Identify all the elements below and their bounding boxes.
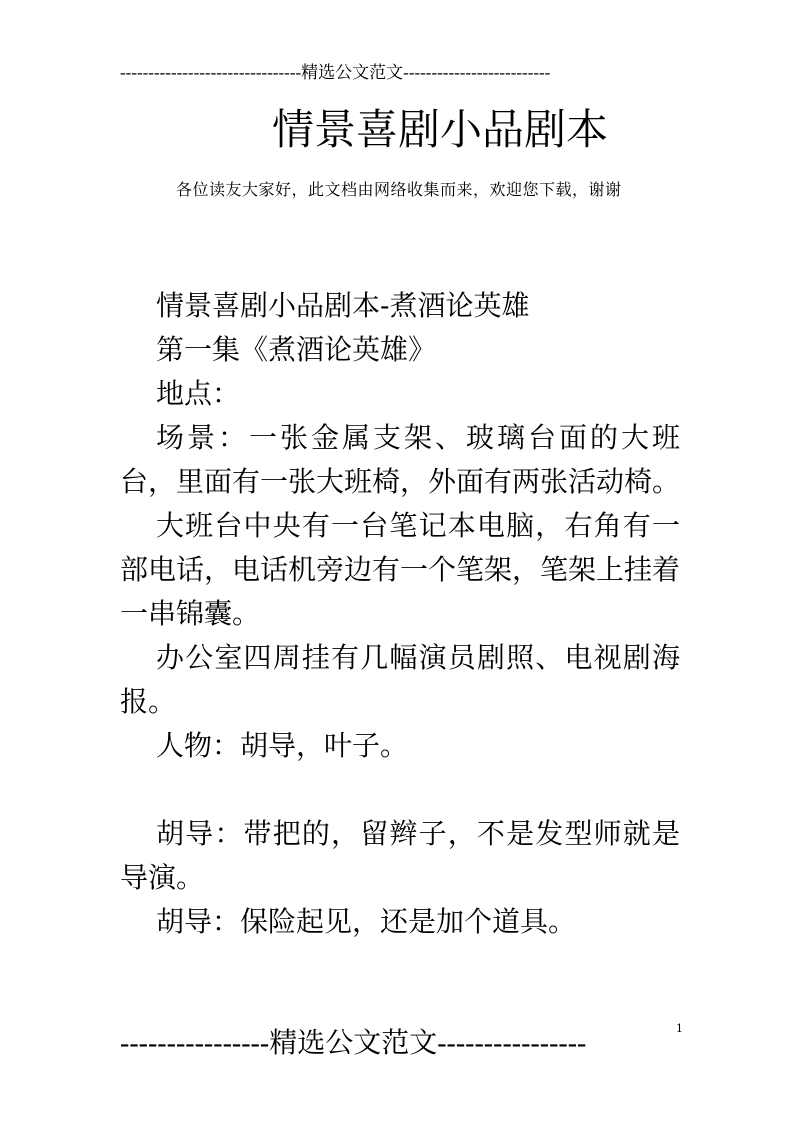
- paragraph-dialogue-2: 胡导：保险起见，还是加个道具。: [156, 905, 577, 938]
- document-body: [120, 284, 680, 944]
- page-header: --------------------------------精选公文范文--------------------------: [120, 63, 551, 82]
- paragraph-office: 办公室四周挂有几幅演员剧照、电视剧海报。: [120, 641, 680, 718]
- document-title: 情景喜剧小品剧本: [272, 105, 609, 154]
- paragraph-characters: 人物：胡导，叶子。: [156, 729, 409, 762]
- intro-note: 各位读友大家好，此文档由网络收集而来，欢迎您下载，谢谢: [176, 180, 622, 199]
- paragraph-subtitle: 情景喜剧小品剧本-煮酒论英雄: [156, 289, 530, 322]
- paragraph-scene: 场景：一张金属支架、玻璃台面的大班台，里面有一张大班椅，外面有两张活动椅。: [120, 421, 681, 498]
- paragraph-location: 地点：: [156, 377, 241, 410]
- paragraph-desk: 大班台中央有一台笔记本电脑，右角有一部电话，电话机旁边有一个笔架，笔架上挂着一串锦囊。: [120, 509, 681, 630]
- paragraph-episode: 第一集《煮酒论英雄》: [156, 333, 437, 366]
- page-number: 1: [676, 1022, 683, 1035]
- page-footer: ----------------精选公文范文----------------: [120, 1028, 587, 1059]
- paragraph-dialogue-1: 胡导：带把的，留辫子，不是发型师就是导演。: [120, 817, 680, 894]
